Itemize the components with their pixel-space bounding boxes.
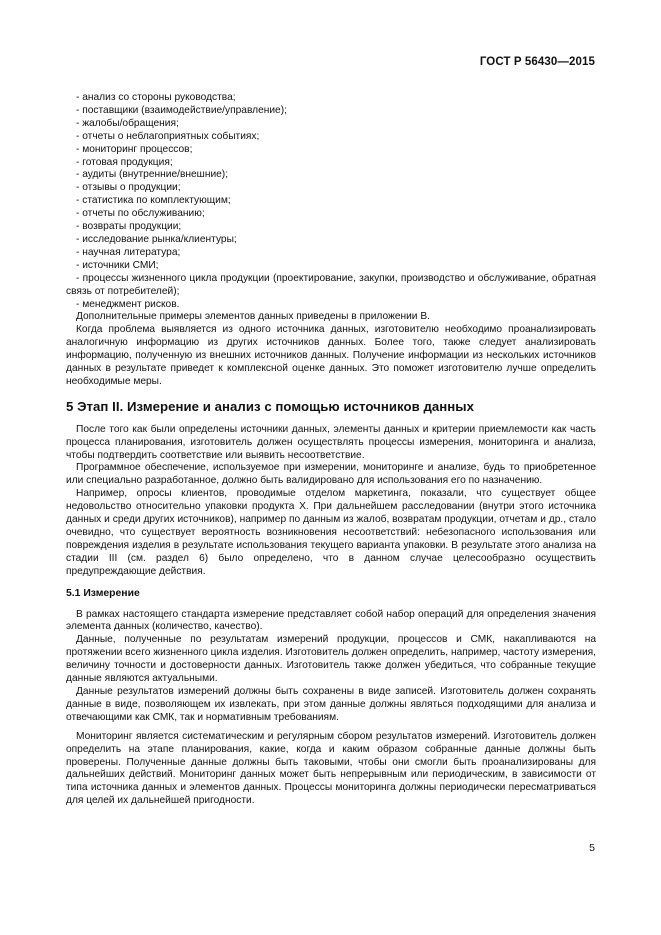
- list-item: - процессы жизненного цикла продукции (проектирование, закупки, производство и обслуживание, обратная связь от потребителей);: [66, 272, 596, 297]
- paragraph: В рамках настоящего стандарта измерение представляет собой набор операций для определения значения элемента данных (количество, качество).: [66, 608, 596, 633]
- page-content: [66, 92, 596, 808]
- list-item: - отзывы о продукции;: [76, 182, 181, 194]
- page-number: 5: [589, 842, 595, 854]
- list-item: - отчеты по обслуживанию;: [76, 208, 205, 220]
- data-sources-list: [66, 92, 596, 311]
- paragraph: Например, опросы клиентов, проводимые отделом маркетинга, показали, что существует общее недовольство относительно упаковки продукта X. При дальнейшем расследовании (внутри этого источника данных и среди других источников), например по данным из жалоб, возвратам продукции, отчетам и др., стало очевидно, что существует вероятность возникновения несоответствий: небезопасного использования или повреждения изделия в результате использования текущего варианта упаковки. В результате этого анализа на стадии III (см. раздел 6) было определено, что в данном случае целесообразно осуществить предупреждающие действия.: [66, 488, 596, 577]
- list-item: - менеджмент рисков.: [76, 298, 180, 310]
- paragraph: После того как были определены источники данных, элементы данных и критерии приемлемости как часть процесса планирования, изготовитель должен осуществлять процессы измерения, мониторинга и анализа, чтобы подтвердить соответствие или выявить несоответствие.: [66, 423, 596, 461]
- subsection-heading: 5.1 Измерение: [66, 587, 140, 599]
- list-item: - жалобы/обращения;: [76, 117, 179, 129]
- list-item: - мониторинг процессов;: [76, 143, 193, 155]
- paragraph: Дополнительные примеры элементов данных приведены в приложении В.: [76, 311, 430, 323]
- list-item: - научная литература;: [76, 246, 181, 258]
- list-item: - готовая продукция;: [76, 156, 173, 168]
- list-item: - поставщики (взаимодействие/управление);: [76, 104, 287, 116]
- paragraph: Программное обеспечение, используемое при измерении, мониторинге и анализе, будь то приобретенное или специально разработанное, должно быть валидировано для использования его по назначению.: [66, 462, 596, 487]
- list-item: - исследование рынка/клиентуры;: [76, 233, 237, 245]
- list-item: - источники СМИ;: [76, 259, 159, 271]
- standard-header: ГОСТ Р 56430—2015: [479, 56, 595, 68]
- list-item: - отчеты о неблагоприятных событиях;: [76, 130, 260, 142]
- paragraph: Мониторинг является систематическим и регулярным сбором результатов измерений. Изготовитель должен определить на этапе планирования, какие, когда и каким образом собранные данные должны быть проверены. Полученные данные должны быть таковыми, чтобы они смогли быть проанализированы для дальнейших действий. Мониторинг данных может быть непрерывным или периодическим, в зависимости от типа источника данных и элементов данных. Процессы мониторинга должны периодически пересматриваться для целей их дальнейшей пригодности.: [66, 730, 596, 807]
- section-heading: 5 Этап II. Измерение и анализ с помощью источников данных: [66, 398, 474, 414]
- paragraph: Данные, полученные по результатам измерений продукции, процессов и СМК, накапливаются на протяжении всего жизненного цикла изделия. Изготовитель должен определить, например, частоту измерения, величину точности и достоверности данных. Изготовитель также должен убедиться, что собранные текущие данные являются актуальными.: [66, 634, 596, 685]
- list-item: - аудиты (внутренние/внешние);: [76, 169, 229, 181]
- paragraph: Данные результатов измерений должны быть сохранены в виде записей. Изготовитель должен сохранять данные в виде, позволяющем их извлекать, при этом данные должны являться подходящими для анализа и отвечающими как СМК, так и нормативным требованиям.: [66, 685, 596, 723]
- list-item: - возвраты продукции;: [76, 221, 182, 233]
- list-item: - статистика по комплектующим;: [76, 195, 231, 207]
- paragraph: Когда проблема выявляется из одного источника данных, изготовителю необходимо проанализировать аналогичную информацию из других источников данных. Более того, также следует анализировать информацию, полученную из внешних источников данных. Получение информации из нескольких источников данных в результате приведет к комплексной оценке данных. Это поможет изготовителю лучше определить необходимые меры.: [66, 324, 596, 387]
- list-item: - анализ со стороны руководства;: [76, 92, 236, 103]
